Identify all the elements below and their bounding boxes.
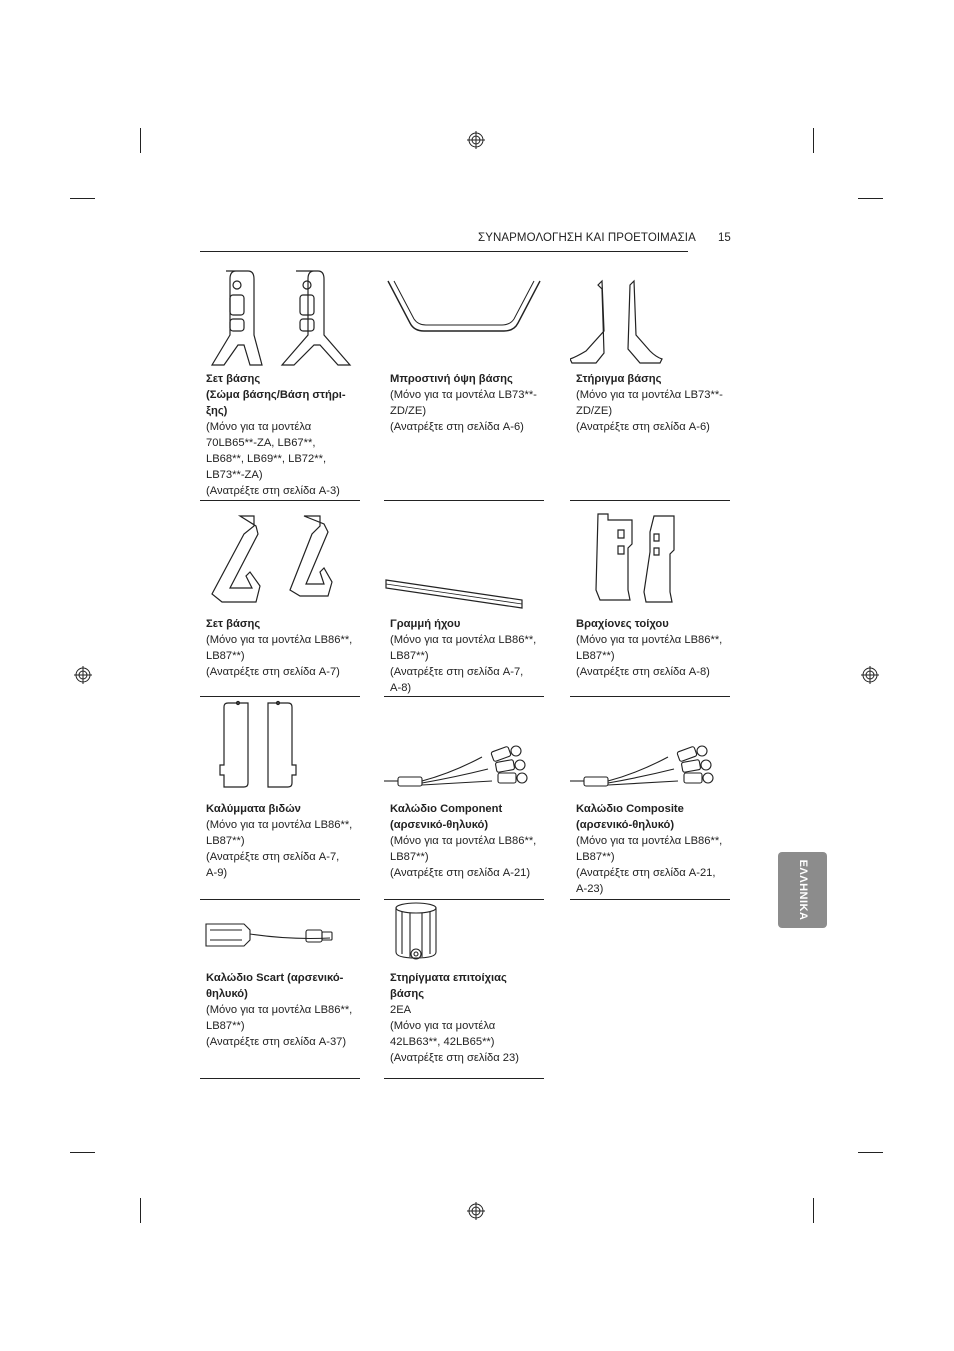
item-title: Καλώδιο Scart (αρσενικό- — [206, 972, 344, 984]
item-text-line: LB87**) — [576, 650, 615, 662]
crop-mark — [70, 198, 95, 199]
crop-mark — [858, 198, 883, 199]
item-text-line: (Ανατρέξτε στη σελίδα A-8) — [576, 666, 710, 678]
item-text-line: (Μόνο για τα μοντέλα LB86**, — [390, 634, 537, 646]
item-text-line: (Μόνο για τα μοντέλα LB86**, — [390, 835, 537, 847]
item-title: Καλύμματα βιδών — [206, 803, 301, 815]
item-text-line: ZD/ZE) — [576, 405, 613, 417]
item-rule — [200, 1078, 360, 1079]
item-title: Βραχίονες τοίχου — [576, 618, 669, 630]
item-text-line: LB87**) — [390, 851, 429, 863]
crop-mark — [813, 128, 814, 153]
item-text-line: (Ανατρέξτε στη σελίδα 23) — [390, 1052, 519, 1064]
item-text-line: (Μόνο για τα μοντέλα — [390, 1020, 496, 1032]
item-text-line: LB87**) — [206, 1020, 245, 1032]
item-rule — [384, 1078, 544, 1079]
item-text-line: 70LB65**-ZA, LB67**, — [206, 437, 316, 449]
item-title: Γραμμή ήχου — [390, 618, 461, 630]
item-text-line: (Μόνο για τα μοντέλα LB86**, — [576, 634, 723, 646]
item-text-line: LB73**-ZA) — [206, 469, 263, 481]
item-text-line: (Μόνο για τα μοντέλα LB86**, — [206, 819, 353, 831]
item-text-line: (Μόνο για τα μοντέλα LB86**, — [206, 634, 353, 646]
stand-set-lb86-illustration — [200, 510, 360, 610]
item-rule — [200, 500, 360, 501]
language-tab — [778, 852, 827, 928]
item-scart-cable — [200, 900, 360, 1080]
item-wall-mount-supports — [384, 900, 544, 1080]
stand-set-illustration — [200, 265, 360, 367]
item-text-line: (Μόνο για τα μοντέλα LB73**- — [576, 389, 723, 401]
page-number: 15 — [718, 232, 731, 244]
item-text-line: LB87**) — [576, 851, 615, 863]
scart-cable-illustration — [200, 900, 360, 968]
component-cable-illustration — [384, 697, 544, 797]
item-component-cable — [384, 697, 544, 900]
item-rule — [384, 500, 544, 501]
item-title: Μπροστινή όψη βάσης — [390, 373, 513, 385]
item-text-line: (Ανατρέξτε στη σελίδα A-21, — [576, 867, 716, 879]
item-stand-set-lb86 — [200, 510, 360, 697]
crop-mark — [70, 1152, 95, 1153]
item-text-line: (Ανατρέξτε στη σελίδα A-37) — [206, 1036, 347, 1048]
item-title-line: (αρσενικό-θηλυκό) — [390, 819, 489, 831]
item-text-line: 2EA — [390, 1004, 412, 1016]
stand-support-illustration — [570, 265, 730, 367]
language-tab-label: ΕΛΛΗΝΙΚΑ — [796, 859, 809, 921]
item-text-line: 42LB63**, 42LB65**) — [390, 1036, 495, 1048]
item-title: Σετ βάσης — [206, 618, 261, 630]
item-title: Στήριγμα βάσης — [576, 373, 662, 385]
item-text-line: (Ανατρέξτε στη σελίδα A-21) — [390, 867, 531, 879]
registration-mark-icon — [74, 666, 92, 684]
item-text-line: (Ανατρέξτε στη σελίδα A-7) — [206, 666, 340, 678]
item-stand-front — [384, 265, 544, 501]
item-text-line: (Μόνο για τα μοντέλα LB73**- — [390, 389, 537, 401]
item-text-line: (Ανατρέξτε στη σελίδα A-7, — [390, 666, 524, 678]
item-title: Στηρίγματα επιτοίχιας — [390, 972, 507, 984]
header-rule — [200, 251, 688, 252]
item-title-line: (αρσενικό-θηλυκό) — [576, 819, 675, 831]
item-text-line: (Μόνο για τα μοντέλα — [206, 421, 312, 433]
item-text-line: (Ανατρέξτε στη σελίδα A-3) — [206, 485, 340, 497]
crop-mark — [858, 1152, 883, 1153]
item-text-line: A-9) — [206, 867, 228, 879]
item-text-line: LB87**) — [206, 650, 245, 662]
item-rule — [570, 500, 730, 501]
item-text-line: (Ανατρέξτε στη σελίδα A-7, — [206, 851, 340, 863]
item-sound-bar — [384, 510, 544, 697]
wall-brackets-illustration — [570, 510, 730, 610]
crop-mark — [813, 1198, 814, 1223]
section-title: ΣΥΝΑΡΜΟΛΟΓΗΣΗ ΚΑΙ ΠΡΟΕΤΟΙΜΑΣΙΑ — [478, 232, 696, 244]
sound-bar-illustration — [384, 510, 544, 610]
item-text-line: LB87**) — [390, 650, 429, 662]
screw-covers-illustration — [200, 697, 360, 797]
item-text-line: ZD/ZE) — [390, 405, 427, 417]
item-title: Καλώδιο Composite — [576, 803, 684, 815]
registration-mark-icon — [467, 131, 485, 149]
item-text-line: (Ανατρέξτε στη σελίδα A-6) — [390, 421, 524, 433]
stand-front-illustration — [384, 265, 544, 367]
registration-mark-icon — [861, 666, 879, 684]
item-stand-set — [200, 265, 360, 501]
item-text-line: A-23) — [576, 883, 604, 895]
item-screw-covers — [200, 697, 360, 900]
item-text-line: (Μόνο για τα μοντέλα LB86**, — [576, 835, 723, 847]
item-composite-cable — [570, 697, 730, 900]
item-title-line: ξης) — [206, 405, 228, 417]
item-text-line: (Μόνο για τα μοντέλα LB86**, — [206, 1004, 353, 1016]
item-title-line: (Σώμα βάσης/Βάση στήρι- — [206, 389, 346, 401]
item-rule — [570, 899, 730, 900]
item-text-line: A-8) — [390, 682, 412, 694]
item-wall-brackets — [570, 510, 730, 697]
composite-cable-illustration — [570, 697, 730, 797]
item-text-line: (Ανατρέξτε στη σελίδα A-6) — [576, 421, 710, 433]
registration-mark-icon — [467, 1202, 485, 1220]
item-title: Καλώδιο Component — [390, 803, 503, 815]
item-text-line: LB68**, LB69**, LB72**, — [206, 453, 327, 465]
item-title-line: θηλυκό) — [206, 988, 248, 1000]
item-text-line: LB87**) — [206, 835, 245, 847]
crop-mark — [140, 128, 141, 153]
crop-mark — [140, 1198, 141, 1223]
item-stand-support — [570, 265, 730, 501]
wall-mount-supports-illustration — [384, 900, 544, 968]
item-title: Σετ βάσης — [206, 373, 261, 385]
item-title-line: βάσης — [390, 988, 425, 1000]
